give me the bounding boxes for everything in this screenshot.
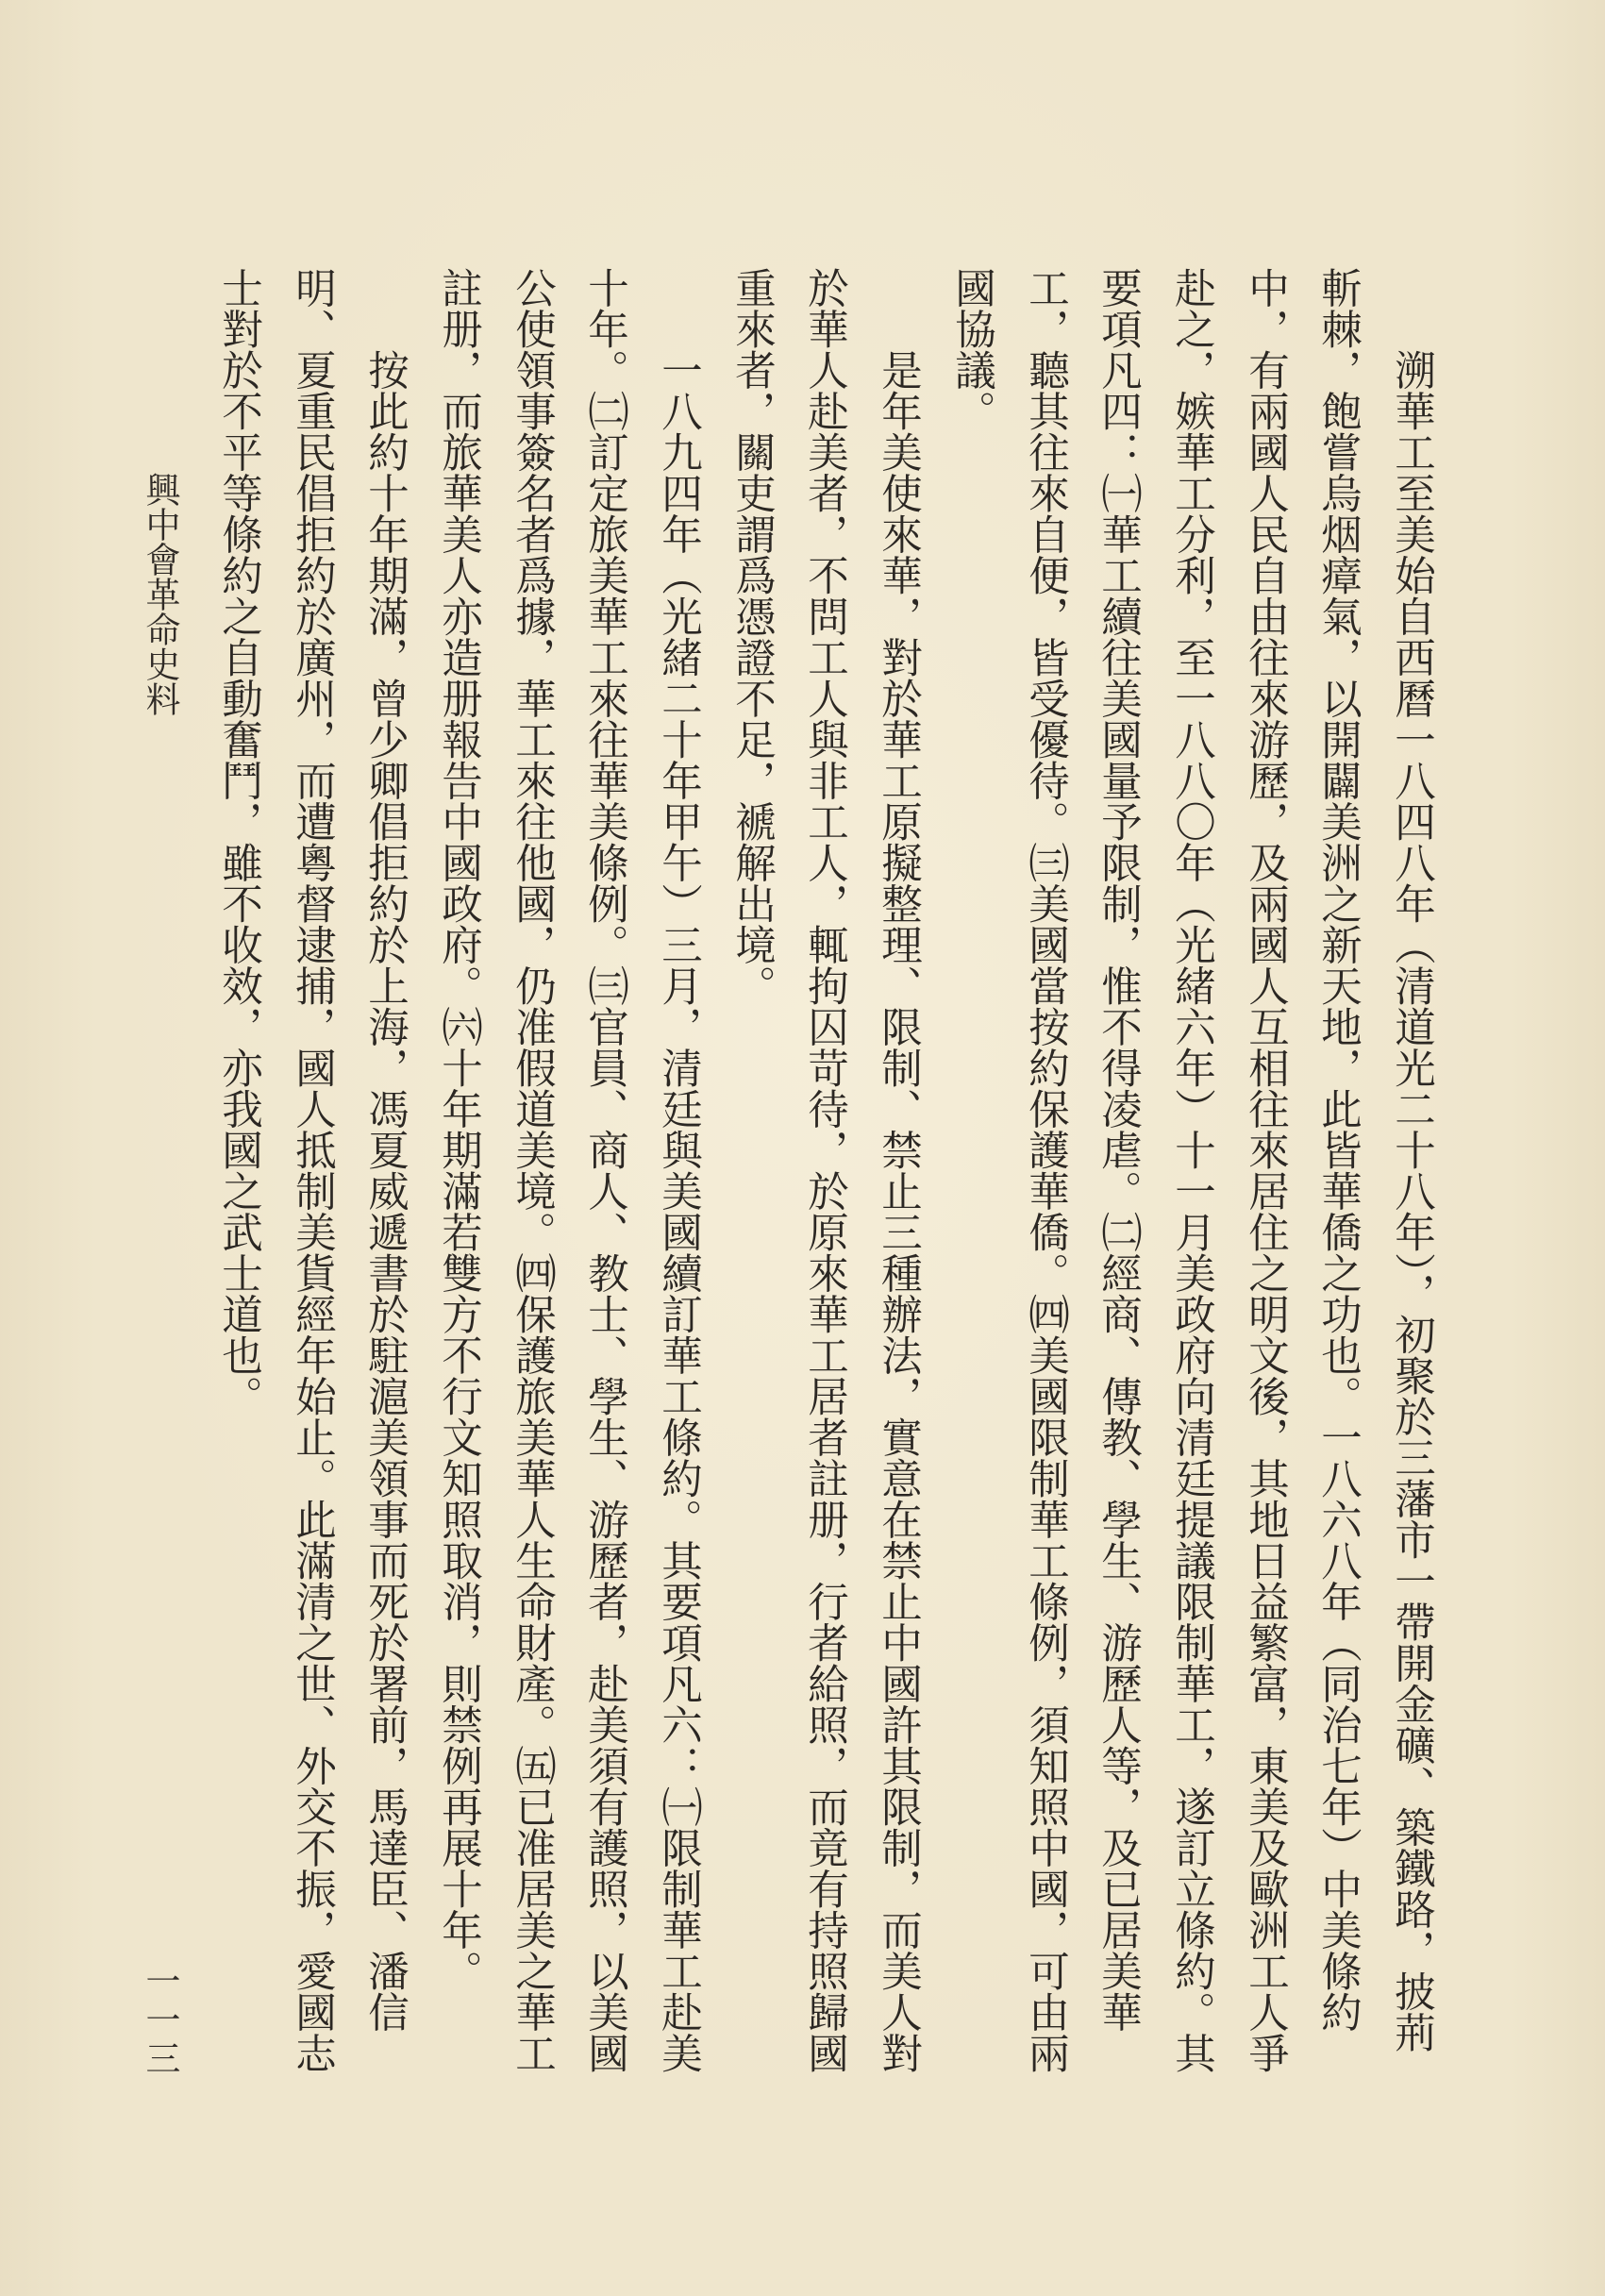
- text-column: 國協議。: [948, 267, 995, 431]
- text-column: 士對於不平等條約之自動奮鬥，雖不收效，亦我國之武士道也。: [215, 267, 262, 1416]
- text-column: 中，有兩國人民自由往來游歷，及兩國人互相往來居住之明文後，其地日益繁富，東美及歐洲工人爭: [1242, 267, 1289, 2073]
- text-column: 註册，而旅華美人亦造册報告中國政府。㈥十年期滿若雙方不行文知照取消，則禁例再展十年。: [435, 267, 482, 1991]
- text-column: 十年。㈡訂定旅美華工來往華美條例。㈢官員、商人、教士、學生、游歷者，赴美須有護照，以美國: [581, 267, 628, 2073]
- text-column: 一八九四年（光緒二十年甲午）三月，清廷與美國續訂華工條約。其要項凡六：㈠限制華工赴美: [655, 349, 702, 2073]
- text-column: 是年美使來華，對於華工原擬整理、限制、禁止三種辦法，實意在禁止中國許其限制，而美人對: [875, 349, 922, 2073]
- text-column: 公使領事簽名者爲據，華工來往他國，仍准假道美境。㈣保護旅美華人生命財產。㈤已准居美之華工: [509, 267, 556, 2073]
- text-column: 明、夏重民倡拒約於廣州，而遭粵督逮捕，國人抵制美貨經年始止。此滿清之世、外交不振，愛國志: [289, 267, 336, 2073]
- text-column: 按此約十年期滿，曾少卿倡拒約於上海，馮夏威遞書於駐滬美領事而死於署前，馬達臣、潘信: [361, 349, 409, 2033]
- text-column: 要項凡四：㈠華工續往美國量予限制，惟不得凌虐。㈡經商、傳教、學生、游歷人等，及已居美華: [1095, 267, 1142, 2033]
- page-number: 一一三: [140, 1963, 180, 2079]
- text-column: 斬棘，飽嘗烏烟瘴氣，以開闢美洲之新天地，此皆華僑之功也。一八六八年（同治七年）中美條約: [1314, 267, 1362, 2033]
- text-column: 赴之，嫉華工分利，至一八八〇年（光緒六年）十一月美政府向清廷提議限制華工，遂訂立條約。其: [1168, 267, 1215, 2073]
- running-book-title: 興中會革命史料: [140, 472, 180, 716]
- text-column: 工，聽其往來自便，皆受優待。㈢美國當按約保護華僑。㈣美國限制華工條例，須知照中國，可由兩: [1022, 267, 1069, 2073]
- text-column: 重來者，關吏謂爲憑證不足，褫解出境。: [728, 267, 776, 1006]
- text-column: 溯華工至美始自西曆一八四八年（清道光二十八年），初聚於三藩市一帶開金礦、築鐵路，披荊: [1388, 349, 1435, 2053]
- text-column: 於華人赴美者，不問工人與非工人，輒拘囚苛待，於原來華工居者註册，行者給照，而竟有持照歸國: [801, 267, 848, 2073]
